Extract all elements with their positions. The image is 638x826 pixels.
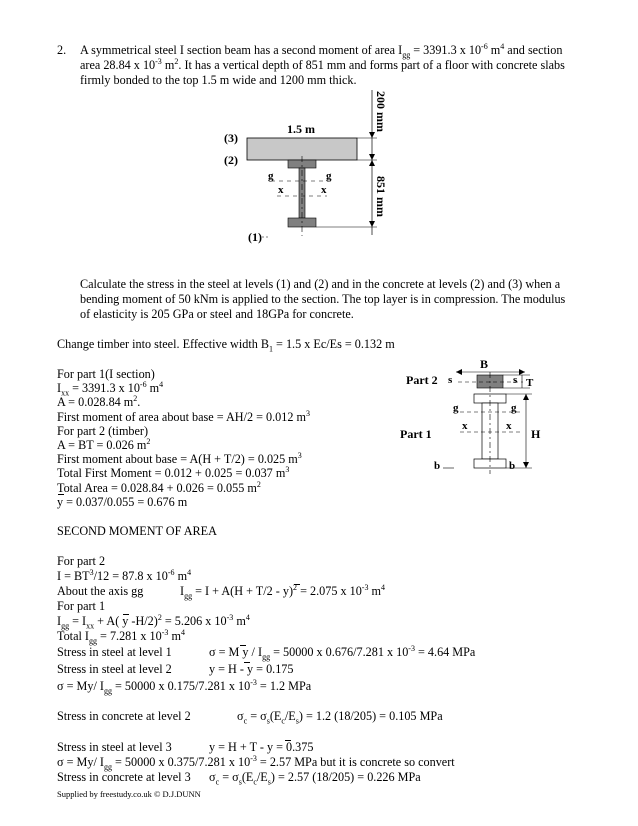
stress-1-formula: σ = M $y / I_{gg} = 50000$ x 0.676/7.281 x $10^{-3} = 4.64$ MPa (209, 643, 476, 662)
part1-heading: For part 1(I section) (57, 367, 155, 381)
fig1-width-label: 1.5 m (287, 122, 315, 136)
problem-line-1: A symmetrical steel I section beam has a second moment of area $I_{gg} = 3391.3$ x $10^{-6}$ $m^4$ and section (80, 41, 563, 60)
fig1-dim-top: 200 mm (374, 91, 388, 132)
stress-3-value: y = H + T - y = 0.375 (209, 740, 314, 754)
sm-total: Total $I_{gg} = 7.281$ x $10^{-3}$ $m^4$ (57, 627, 185, 646)
ybar-overline (58, 494, 64, 495)
concrete-3-label: Stress in concrete at level 3 (57, 770, 191, 784)
ybar-value: y = 0.037/0.055 = 0.676 m (57, 494, 188, 509)
p1-ybar-overline (123, 614, 129, 615)
total-first-moment: Total First Moment = 0.012 + 0.025 = 0.037 $m^3$ (57, 465, 290, 481)
stress-3-label: Stress in steel at level 3 (57, 740, 172, 754)
fig1-g-right: g (326, 170, 332, 182)
fig2-T: T (526, 377, 534, 389)
fig1-x-left: x (278, 184, 284, 196)
calc-line-2: bending moment of 50 kNm is applied to the section. The top layer is in compression. The modulus (80, 292, 566, 306)
fig1-level-1: (1) (248, 230, 262, 244)
fig2-H: H (531, 427, 541, 441)
problem-line-2: area 28.84 x $10^{-3}$ $m^2$. It has a vertical depth of 851 mm and forms part of a floor with concrete slabs (80, 56, 565, 72)
concrete-2-formula: $\sigma_c = \sigma_s(E_c/E_s) = 1.2$ (18/205) = 0.105 MPa (237, 709, 443, 726)
fig2-s-right: s (513, 374, 518, 386)
sm-part1-heading: For part 1 (57, 599, 106, 613)
sm-part2-heading: For part 2 (57, 554, 106, 568)
s2-ybar-overline (244, 662, 250, 663)
fig1-level-2: (2) (224, 153, 238, 167)
stress-3-formula: σ = My/ $I_{gg} = 50000$ x 0.375/7.281 x $10^{-3} = 2.57$ MPa but it is concrete so convert (57, 753, 455, 772)
stress-1-label: Stress in steel at level 1 (57, 645, 172, 659)
fig2-b-right: b (509, 460, 516, 472)
problem-line-3: firmly bonded to the top 1.5 m wide and 1200 mm thick. (80, 73, 357, 87)
second-moment-heading: SECOND MOMENT OF AREA (57, 524, 217, 538)
part2-area: A = BT = 0.026 $m^2$ (57, 436, 151, 453)
footer: Supplied by freestudy.co.uk © D.J.DUNN (57, 789, 201, 799)
concrete-2-label: Stress in concrete at level 2 (57, 709, 191, 723)
total-area: Total Area = 0.028.84 + 0.026 = 0.055 $m^2$ (57, 479, 261, 495)
sm-axis-label: About the axis gg (57, 584, 144, 598)
calc-line-1: Calculate the stress in the steel at levels (1) and (2) and in the concrete at levels (2) and (3) when a (80, 277, 561, 291)
fig2-part2: Part 2 (406, 373, 438, 387)
problem-number: 2. (57, 43, 67, 57)
part2-heading: For part 2 (timber) (57, 423, 149, 438)
fig2-part1: Part 1 (400, 427, 432, 441)
sm-part2-i: $I = BT^3/12 = 87.8$ x $10^{-6}$ $m^4$ (57, 567, 192, 583)
part2-first-moment: First moment about base = A(H + T/2) = 0.025 $m^3$ (57, 451, 302, 467)
calc-line-3: of elasticity is 205 GPa or steel and 18GPa for concrete. (80, 307, 354, 321)
part1-first-moment: First moment of area about base = AH/2 = 0.012 $m^3$ (57, 408, 310, 424)
s3-ybar-overline (285, 740, 291, 741)
composite-section-figure (215, 88, 405, 248)
fig2-B: B (480, 357, 489, 371)
fig2-b-left: b (434, 460, 441, 472)
fig2-s-left: s (448, 374, 453, 386)
fig1-x-right: x (321, 184, 327, 196)
transformed-section-figure (398, 356, 556, 480)
fig1-level-3: (3) (224, 131, 238, 145)
axis-ybar-overline (294, 584, 300, 585)
change-line: Change timber into steel. Effective width $B_1 = 1.5$ x Ec/Es = 0.132 m (57, 337, 395, 354)
fig1-g-left: g (268, 170, 274, 182)
fig2-x-left: x (462, 420, 468, 432)
stress-2-label: Stress in steel at level 2 (57, 662, 172, 676)
concrete-3-formula: $\sigma_c = \sigma_s(E_c/E_s) = 2.57$ (18/205) = 0.226 MPa (209, 770, 421, 787)
stress-2-value: y = H - y = 0.175 (209, 662, 294, 676)
sm-axis-formula: $I_{gg} = I + A(H + T/2 - y)^2 = 2.075$ x $10^{-3}$ $m^4$ (180, 582, 385, 601)
part1-ixx: $I_{xx} = 3391.3$ x $10^{-6}$ $m^4$ (57, 380, 164, 398)
fig2-x-right: x (506, 420, 512, 432)
part1-block (57, 367, 310, 509)
part1-area: A = 0.028.84 $m^2$. (57, 394, 141, 410)
fig2-g-right: g (511, 402, 517, 414)
s1-ybar-overline (240, 645, 246, 646)
fig1-dim-depth: 851 mm (374, 176, 388, 217)
stress-2-formula: σ = My/ $I_{gg} = 50000$ x 0.175/7.281 x $10^{-3} = 1.2$ MPa (57, 677, 312, 696)
fig2-g-left: g (453, 402, 459, 414)
sm-part1-formula: $I_{gg} = I_{xx} + A$( y -H/2)$^2$ = 5.206 x $10^{-3}$ $m^4$ (57, 612, 250, 631)
